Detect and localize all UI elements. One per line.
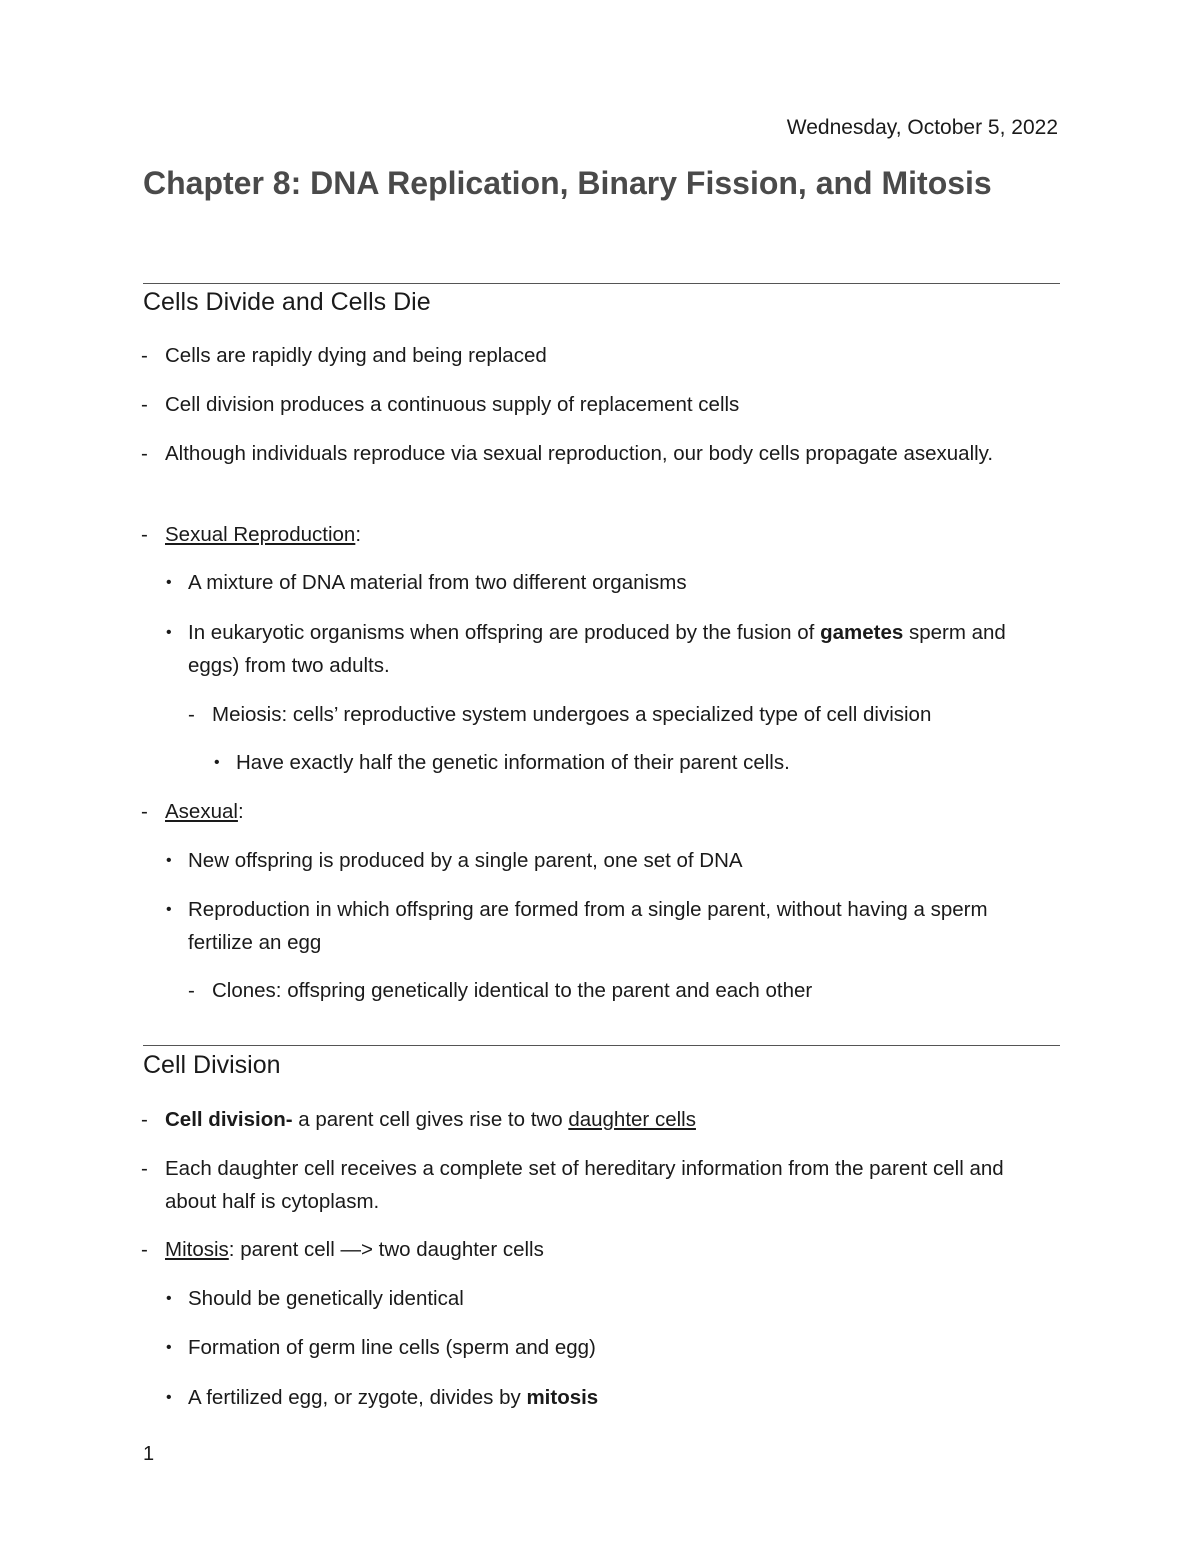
list-item xyxy=(141,518,1045,551)
chapter-title: Chapter 8: DNA Replication, Binary Fission, and Mitosis xyxy=(143,165,992,201)
dot-bullet: • xyxy=(166,901,172,918)
list-item-text: Formation of germ line cells (sperm and egg) xyxy=(188,1336,596,1359)
list-item-text xyxy=(165,795,1045,828)
section-heading-cells-divide: Cells Divide and Cells Die xyxy=(143,288,431,316)
dash-bullet: - xyxy=(188,703,195,726)
term-daughter-cells: daughter cells xyxy=(568,1108,696,1131)
section-divider xyxy=(143,1045,1060,1046)
section-divider xyxy=(143,283,1060,284)
list-item-text: A mixture of DNA material from two different organisms xyxy=(188,571,687,594)
section-heading-cell-division: Cell Division xyxy=(143,1051,281,1079)
list-item-text: Clones: offspring genetically identical to the parent and each other xyxy=(212,979,813,1002)
list-item-text: Each daughter cell receives a complete set of hereditary information from the parent cell and about half is cytoplasm. xyxy=(165,1157,1004,1213)
list-item xyxy=(166,844,1048,877)
term-sexual-reproduction: Sexual Reproduction xyxy=(165,523,356,546)
list-item-text: Meiosis: cells’ reproductive system undergoes a specialized type of cell division xyxy=(212,703,932,726)
dot-bullet: • xyxy=(166,1389,172,1406)
list-item-text: Cell division produces a continuous supply of replacement cells xyxy=(165,393,740,416)
text-segment: sperm and eggs) from two adults. xyxy=(188,621,1006,677)
list-item-text xyxy=(165,1103,1045,1136)
document-date: Wednesday, October 5, 2022 xyxy=(786,116,1058,139)
term-mitosis-bold: mitosis xyxy=(526,1386,599,1409)
list-item xyxy=(141,1152,1050,1218)
dash-bullet: - xyxy=(188,979,195,1002)
dash-bullet: - xyxy=(141,1108,148,1131)
list-item-text: New offspring is produced by a single parent, one set of DNA xyxy=(188,849,743,872)
dot-bullet: • xyxy=(214,754,220,771)
list-item xyxy=(141,795,1045,828)
term-cell-division: Cell division- xyxy=(165,1108,293,1131)
page-number: 1 xyxy=(143,1443,155,1465)
list-item xyxy=(214,746,1056,779)
list-item xyxy=(141,1103,1045,1136)
dot-bullet: • xyxy=(166,1290,172,1307)
dash-bullet: - xyxy=(141,523,148,546)
list-item xyxy=(141,437,1045,470)
list-item-text: Reproduction in which offspring are formed from a single parent, without having a sperm fertilize an egg xyxy=(188,898,988,954)
dash-bullet: - xyxy=(141,800,148,823)
list-item-text: Have exactly half the genetic information of their parent cells. xyxy=(236,751,790,774)
term-mitosis: Mitosis xyxy=(165,1238,229,1261)
list-item xyxy=(141,388,1045,421)
list-item xyxy=(141,339,1045,372)
list-item xyxy=(166,1282,1048,1315)
list-item-text: Cells are rapidly dying and being replaced xyxy=(165,344,547,367)
list-item xyxy=(166,893,1048,959)
list-item-text: Should be genetically identical xyxy=(188,1287,464,1310)
list-item xyxy=(166,566,1048,599)
dot-bullet: • xyxy=(166,852,172,869)
list-item-text: Although individuals reproduce via sexual reproduction, our body cells propagate asexually. xyxy=(165,442,994,465)
dash-bullet: - xyxy=(141,1238,148,1261)
term-gametes: gametes xyxy=(820,621,904,644)
list-item-text xyxy=(188,616,1048,682)
list-item xyxy=(166,1331,1048,1364)
dot-bullet: • xyxy=(166,1339,172,1356)
list-item xyxy=(141,1233,1045,1266)
list-item xyxy=(188,974,1062,1007)
list-item xyxy=(188,698,1062,731)
term-asexual: Asexual xyxy=(165,800,238,823)
list-item xyxy=(166,1381,1048,1414)
list-item-text xyxy=(165,518,1045,551)
dot-bullet: • xyxy=(166,624,172,641)
dash-bullet: - xyxy=(141,393,148,416)
text-segment: A fertilized egg, or zygote, divides by xyxy=(188,1386,527,1409)
list-item-text xyxy=(165,1233,1045,1266)
dash-bullet: - xyxy=(141,344,148,367)
text-segment: In eukaryotic organisms when offspring are produced by the fusion of xyxy=(188,621,821,644)
list-item xyxy=(166,616,1048,682)
dash-bullet: - xyxy=(141,442,148,465)
text-segment: a parent cell gives rise to two xyxy=(292,1108,569,1131)
dash-bullet: - xyxy=(141,1157,148,1180)
term-colon: : xyxy=(355,523,362,546)
list-item-text xyxy=(188,1381,1048,1414)
term-colon: : xyxy=(237,800,244,823)
dot-bullet: • xyxy=(166,574,172,591)
text-segment: : parent cell —> two daughter cells xyxy=(228,1238,544,1261)
